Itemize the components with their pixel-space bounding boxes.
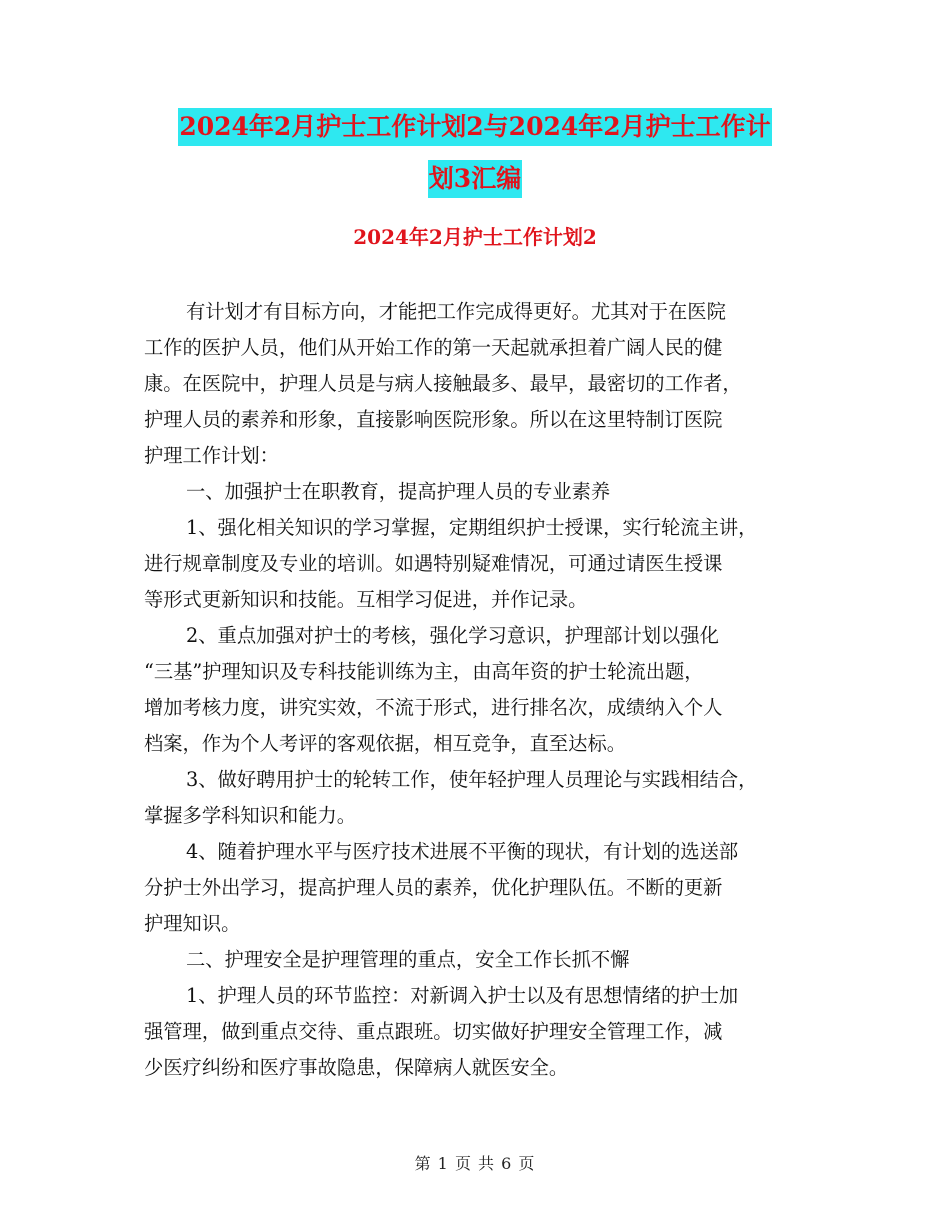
text-line: 档案，作为个人考评的客观依据，相互竞争，直至达标。 <box>144 732 627 755</box>
text-line: 有计划才有目标方向，才能把工作完成得更好。尤其对于在医院 <box>186 300 726 323</box>
text-line: 1、护理人员的环节监控：对新调入护士以及有思想情绪的护士加 <box>186 984 739 1007</box>
text-line: 3、做好聘用护士的轮转工作，使年轻护理人员理论与实践相结合， <box>186 768 758 791</box>
text-line: “三基”护理知识及专科技能训练为主，由高年资的护士轮流出题， <box>144 660 704 683</box>
text-line: 护理人员的素养和形象，直接影响医院形象。所以在这里特制订医院 <box>144 408 723 431</box>
text-line: 二、护理安全是护理管理的重点，安全工作长抓不懈 <box>186 948 630 971</box>
document-body <box>144 294 810 1086</box>
title-line-1: 2024年2月护士工作计划2与2024年2月护士工作计 <box>178 108 771 146</box>
section-heading: 2024年2月护士工作计划2 <box>353 225 597 249</box>
text-line: 等形式更新知识和技能。互相学习促进，并作记录。 <box>144 588 588 611</box>
text-line: 增加考核力度，讲究实效，不流于形式，进行排名次，成绩纳入个人 <box>144 696 723 719</box>
text-line: 4、随着护理水平与医疗技术进展不平衡的现状，有计划的选送部 <box>186 840 739 863</box>
text-line: 进行规章制度及专业的培训。如遇特别疑难情况，可通过请医生授课 <box>144 552 723 575</box>
text-line: 康。在医院中，护理人员是与病人接触最多、最早，最密切的工作者， <box>144 372 742 395</box>
document-title <box>0 108 950 198</box>
text-line: 护理工作计划： <box>144 444 279 467</box>
page-footer: 第 1 页 共 6 页 <box>414 1154 536 1173</box>
text-line: 掌握多学科知识和能力。 <box>144 804 357 827</box>
text-line: 工作的医护人员，他们从开始工作的第一天起就承担着广阔人民的健 <box>144 336 723 359</box>
title-line-2: 划3汇编 <box>428 160 522 198</box>
text-line: 强管理，做到重点交待、重点跟班。切实做好护理安全管理工作，减 <box>144 1020 723 1043</box>
text-line: 护理知识。 <box>144 912 241 935</box>
text-line: 一、加强护士在职教育，提高护理人员的专业素养 <box>186 480 611 503</box>
text-line: 分护士外出学习，提高护理人员的素养，优化护理队伍。不断的更新 <box>144 876 723 899</box>
text-line: 2、重点加强对护士的考核，强化学习意识，护理部计划以强化 <box>186 624 719 647</box>
text-line: 1、强化相关知识的学习掌握，定期组织护士授课，实行轮流主讲， <box>186 516 758 539</box>
text-line: 少医疗纠纷和医疗事故隐患，保障病人就医安全。 <box>144 1056 569 1079</box>
